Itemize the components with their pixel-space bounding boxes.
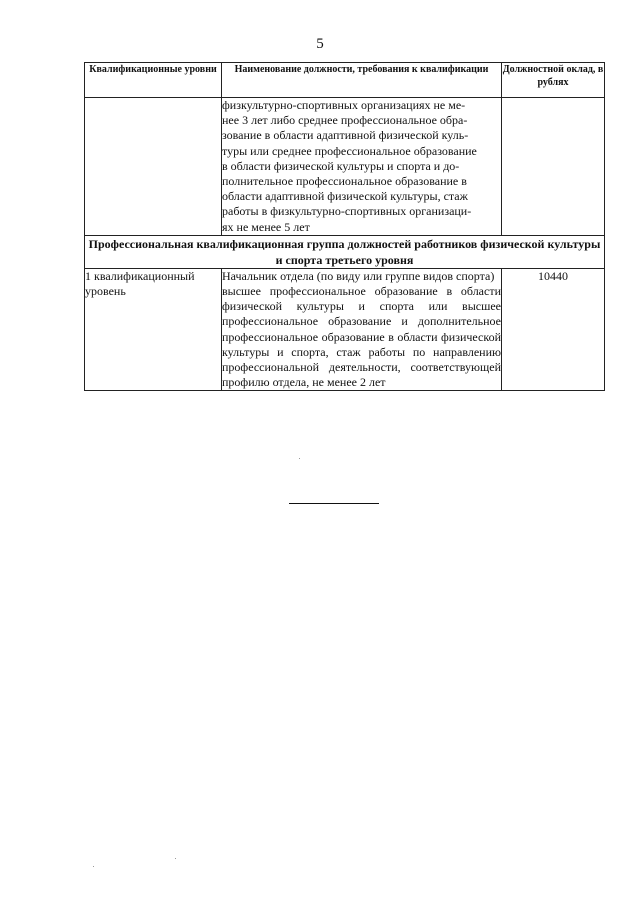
continuation-line: физкультурно-спортивных организациях не ме- [222,98,466,112]
continuation-line: зование в области адаптивной физической куль- [222,128,469,143]
table-row-group-title [85,235,605,268]
salary-value: 10440 [502,268,605,391]
header-salary: Должностной оклад, в рублях [502,63,605,98]
continuation-level-cell [85,98,222,236]
qualification-table [84,62,605,391]
continuation-line: полнительное профессиональное образование в [222,174,467,189]
scan-speck [299,458,300,459]
scan-speck [93,866,94,867]
header-qualification-levels: Квалификационные уровни [85,63,222,98]
continuation-line: области адаптивной физической культуры, стаж [222,189,468,204]
continuation-line: нее 3 лет либо среднее профессиональное обра- [222,113,468,128]
position-requirements-cell [222,268,502,391]
continuation-line: в области физической культуры и спорта и до- [222,158,460,173]
table-row [85,268,605,391]
page-number: 5 [316,36,324,52]
continuation-salary-cell [502,98,605,236]
continuation-text-cell [222,98,502,236]
position-title: Начальник отдела (по виду или группе видов спорта) [222,268,495,283]
separator-line [289,503,379,504]
qualification-level: 1 квалификационный уровень [85,268,222,391]
continuation-line: работы в физкультурно-спортивных организаци- [222,204,472,219]
group-title: Профессиональная квалификационная группа должностей работников физической культуры и спорта третьего уровня [85,235,605,268]
continuation-line: туры или среднее профессиональное образование [222,143,477,158]
header-position-requirements: Наименование должности, требования к квалификации [222,63,502,98]
requirements-text: высшее профессиональное образование в области физической культуры и спорта или высшее профессиональное образование и дополнительное профессиональное образование в области физической культуры и спорта, стаж работы по направлению профессиональной деятельности, соответствующей профилю отдела, не менее 2 лет [222,284,501,390]
table-row-continuation [85,98,605,236]
continuation-line: ях не менее 5 лет [222,219,310,234]
table-header-row [85,63,605,98]
scan-speck [175,858,176,859]
